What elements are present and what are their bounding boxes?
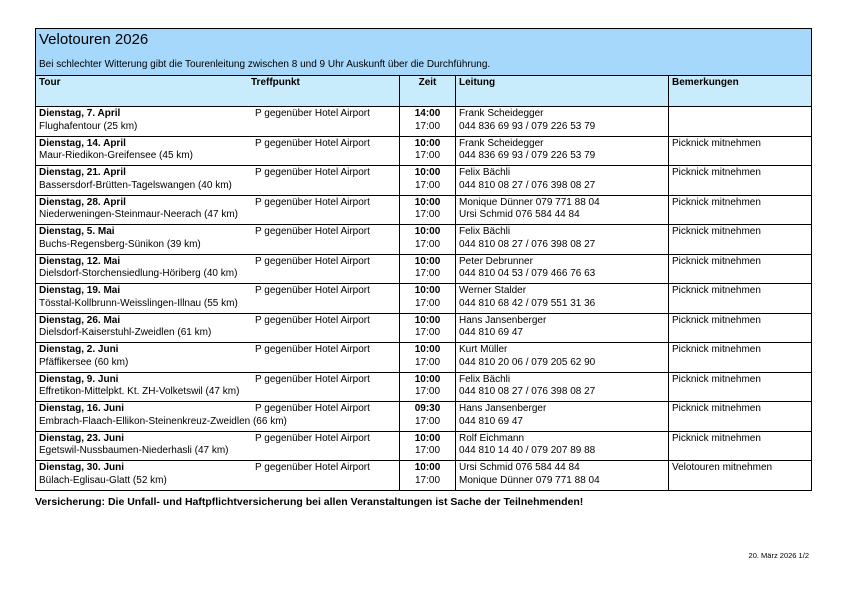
- tour-date: Dienstag, 5. Mai: [39, 226, 115, 237]
- start-time: 09:30: [414, 403, 441, 414]
- leader-cell: [456, 431, 669, 461]
- time-cell: [400, 343, 456, 373]
- tour-route: Maur-Riedikon-Greifensee (45 km): [39, 150, 193, 161]
- leader-cell: [456, 461, 669, 491]
- tour-date: Dienstag, 16. Juni: [39, 403, 125, 414]
- remarks-cell: Picknick mitnehmen: [669, 225, 812, 255]
- tour-cell: [36, 461, 400, 491]
- table-row: [36, 195, 812, 225]
- zeit-header: Zeit: [400, 76, 456, 107]
- remarks-cell: Picknick mitnehmen: [669, 313, 812, 343]
- leader-line-2: 044 810 68 42 / 079 551 31 36: [459, 297, 596, 309]
- start-time: 10:00: [414, 255, 441, 267]
- leader-line-1: Frank Scheidegger: [459, 137, 544, 149]
- remarks-cell: Picknick mitnehmen: [669, 343, 812, 373]
- tour-date: Dienstag, 7. April: [39, 108, 121, 119]
- tour-date: Dienstag, 2. Juni: [39, 344, 119, 355]
- meeting-point: P gegenüber Hotel Airport: [255, 285, 370, 296]
- remarks-cell: Picknick mitnehmen: [669, 402, 812, 432]
- time-cell: [400, 254, 456, 284]
- table-row: [36, 107, 812, 137]
- meeting-point: P gegenüber Hotel Airport: [255, 108, 370, 119]
- start-time: 10:00: [414, 285, 441, 296]
- leader-line-1: Felix Bächli: [459, 167, 511, 178]
- table-row: [36, 431, 812, 461]
- tour-route: Dielsdorf-Storchensiedlung-Höriberg (40 km): [39, 268, 238, 279]
- leader-line-1: Felix Bächli: [459, 226, 511, 237]
- tour-date: Dienstag, 23. Juni: [39, 432, 125, 444]
- leader-line-2: 044 810 20 06 / 079 205 62 90: [459, 356, 596, 368]
- leader-line-2: 044 810 08 27 / 076 398 08 27: [459, 238, 596, 250]
- tour-cell: [36, 107, 400, 137]
- leader-line-2: Monique Dünner 079 771 88 04: [459, 474, 600, 486]
- remarks-cell: Picknick mitnehmen: [669, 195, 812, 225]
- tour-cell: [36, 254, 400, 284]
- tour-cell: [36, 195, 400, 225]
- leader-line-1: Felix Bächli: [459, 373, 511, 385]
- leader-line-2: 044 810 69 47: [459, 415, 523, 427]
- leitung-header: Leitung: [456, 76, 669, 107]
- start-time: 10:00: [414, 196, 441, 208]
- leader-line-1: Kurt Müller: [459, 344, 508, 355]
- tour-cell: [36, 372, 400, 402]
- leader-cell: [456, 136, 669, 166]
- tour-table: [35, 28, 812, 491]
- start-time: 10:00: [414, 344, 441, 355]
- tour-header: [36, 76, 400, 107]
- remarks-cell: Picknick mitnehmen: [669, 372, 812, 402]
- start-time: 10:00: [414, 137, 441, 149]
- remarks-cell: Velotouren mitnehmen: [669, 461, 812, 491]
- meeting-point: P gegenüber Hotel Airport: [255, 196, 370, 208]
- footer-date-page: 20. März 2026 1/2: [748, 551, 809, 560]
- start-time: 10:00: [414, 432, 441, 444]
- tour-route: Embrach-Flaach-Ellikon-Steinenkreuz-Zweidlen (66 km): [39, 415, 287, 427]
- remarks-cell: Picknick mitnehmen: [669, 431, 812, 461]
- leader-line-1: Werner Stalder: [459, 285, 527, 296]
- end-time: 17:00: [414, 415, 441, 427]
- tour-date: Dienstag, 19. Mai: [39, 285, 121, 296]
- tour-route: Bassersdorf-Brütten-Tagelswangen (40 km): [39, 179, 232, 191]
- tour-date: Dienstag, 26. Mai: [39, 314, 121, 326]
- column-header-row: [36, 76, 812, 107]
- time-cell: [400, 136, 456, 166]
- leader-cell: [456, 254, 669, 284]
- tour-cell: [36, 313, 400, 343]
- tour-route: Niederweningen-Steinmaur-Neerach (47 km): [39, 209, 238, 220]
- leader-line-2: 044 810 69 47: [459, 327, 523, 338]
- tour-route: Dielsdorf-Kaiserstuhl-Zweidlen (61 km): [39, 327, 212, 338]
- leader-line-2: 044 810 04 53 / 079 466 76 63: [459, 268, 596, 279]
- weather-notice: Bei schlechter Witterung gibt die Tourenleitung zwischen 8 und 9 Uhr Auskunft über die Durchführung.: [39, 59, 491, 70]
- tour-cell: [36, 284, 400, 314]
- tour-route: Flughafentour (25 km): [39, 120, 138, 132]
- tour-header-label: Tour: [39, 77, 61, 88]
- tour-date: Dienstag, 30. Juni: [39, 462, 125, 473]
- tour-cell: [36, 166, 400, 196]
- tour-date: Dienstag, 12. Mai: [39, 255, 121, 267]
- tour-route: Bülach-Eglisau-Glatt (52 km): [39, 474, 167, 486]
- table-row: [36, 284, 812, 314]
- tour-route: Pfäffikersee (60 km): [39, 356, 129, 368]
- table-row: [36, 461, 812, 491]
- tour-route: Buchs-Regensberg-Sünikon (39 km): [39, 238, 201, 250]
- start-time: 14:00: [414, 108, 441, 119]
- leader-cell: [456, 107, 669, 137]
- leader-line-2: 044 836 69 93 / 079 226 53 79: [459, 120, 596, 132]
- table-row: [36, 136, 812, 166]
- end-time: 17:00: [414, 209, 441, 220]
- leader-cell: [456, 402, 669, 432]
- end-time: 17:00: [414, 474, 441, 486]
- time-cell: [400, 313, 456, 343]
- time-cell: [400, 402, 456, 432]
- time-cell: [400, 107, 456, 137]
- page-title: Velotouren 2026: [39, 31, 149, 48]
- leader-line-1: Monique Dünner 079 771 88 04: [459, 196, 600, 208]
- meeting-point: P gegenüber Hotel Airport: [255, 226, 370, 237]
- leader-line-1: Frank Scheidegger: [459, 108, 544, 119]
- leader-line-1: Hans Jansenberger: [459, 403, 547, 414]
- meeting-point: P gegenüber Hotel Airport: [255, 373, 370, 385]
- start-time: 10:00: [414, 314, 441, 326]
- time-cell: [400, 195, 456, 225]
- start-time: 10:00: [414, 167, 441, 178]
- start-time: 10:00: [414, 462, 441, 473]
- tour-route: Effretikon-Mittelpkt. Kt. ZH-Volketswil (47 km): [39, 386, 240, 397]
- time-cell: [400, 284, 456, 314]
- tour-date: Dienstag, 14. April: [39, 137, 126, 149]
- remarks-cell: Picknick mitnehmen: [669, 284, 812, 314]
- meeting-point: P gegenüber Hotel Airport: [255, 255, 370, 267]
- leader-cell: [456, 313, 669, 343]
- bemerkungen-header: Bemerkungen: [669, 76, 812, 107]
- meeting-point: P gegenüber Hotel Airport: [255, 137, 370, 149]
- tour-date: Dienstag, 21. April: [39, 167, 126, 178]
- leader-line-1: Peter Debrunner: [459, 255, 533, 267]
- tour-date: Dienstag, 28. April: [39, 196, 126, 208]
- meeting-point: P gegenüber Hotel Airport: [255, 314, 370, 326]
- end-time: 17:00: [414, 238, 441, 250]
- time-cell: [400, 461, 456, 491]
- time-cell: [400, 372, 456, 402]
- table-row: [36, 372, 812, 402]
- end-time: 17:00: [414, 356, 441, 368]
- tour-date: Dienstag, 9. Juni: [39, 373, 119, 385]
- time-cell: [400, 166, 456, 196]
- tour-cell: [36, 343, 400, 373]
- end-time: 17:00: [414, 150, 441, 161]
- start-time: 10:00: [414, 226, 441, 237]
- tour-schedule-sheet: [35, 28, 811, 491]
- end-time: 17:00: [414, 179, 441, 191]
- tour-cell: [36, 402, 400, 432]
- leader-line-1: Ursi Schmid 076 584 44 84: [459, 462, 580, 473]
- leader-line-1: Rolf Eichmann: [459, 432, 525, 444]
- meeting-point: P gegenüber Hotel Airport: [255, 432, 370, 444]
- leader-cell: [456, 372, 669, 402]
- leader-cell: [456, 166, 669, 196]
- leader-line-2: 044 810 08 27 / 076 398 08 27: [459, 386, 596, 397]
- meeting-point: P gegenüber Hotel Airport: [255, 462, 370, 473]
- title-banner: [36, 29, 812, 76]
- time-cell: [400, 431, 456, 461]
- end-time: 17:00: [414, 268, 441, 279]
- start-time: 10:00: [414, 373, 441, 385]
- table-row: [36, 313, 812, 343]
- tour-cell: [36, 136, 400, 166]
- end-time: 17:00: [414, 445, 441, 456]
- tour-route: Tösstal-Kollbrunn-Weisslingen-Illnau (55 km): [39, 297, 238, 309]
- leader-line-2: 044 810 14 40 / 079 207 89 88: [459, 445, 596, 456]
- remarks-cell: [669, 107, 812, 137]
- leader-line-2: Ursi Schmid 076 584 44 84: [459, 209, 580, 220]
- remarks-cell: Picknick mitnehmen: [669, 136, 812, 166]
- tour-cell: [36, 225, 400, 255]
- meeting-point: P gegenüber Hotel Airport: [255, 344, 370, 355]
- tour-route: Egetswil-Nussbaumen-Niederhasli (47 km): [39, 445, 229, 456]
- leader-line-2: 044 810 08 27 / 076 398 08 27: [459, 179, 596, 191]
- table-row: [36, 402, 812, 432]
- leader-cell: [456, 343, 669, 373]
- table-row: [36, 343, 812, 373]
- table-row: [36, 225, 812, 255]
- meeting-point: P gegenüber Hotel Airport: [255, 167, 370, 178]
- table-row: [36, 166, 812, 196]
- end-time: 17:00: [414, 120, 441, 132]
- leader-cell: [456, 284, 669, 314]
- leader-line-2: 044 836 69 93 / 079 226 53 79: [459, 150, 596, 161]
- end-time: 17:00: [414, 386, 441, 397]
- insurance-note: Versicherung: Die Unfall- und Haftpflichtversicherung bei allen Veranstaltungen ist Sache der Teilnehmenden!: [35, 496, 584, 508]
- end-time: 17:00: [414, 297, 441, 309]
- leader-line-1: Hans Jansenberger: [459, 314, 547, 326]
- end-time: 17:00: [414, 327, 441, 338]
- leader-cell: [456, 225, 669, 255]
- treffpunkt-header-label: Treffpunkt: [251, 77, 300, 88]
- time-cell: [400, 225, 456, 255]
- tour-cell: [36, 431, 400, 461]
- remarks-cell: Picknick mitnehmen: [669, 254, 812, 284]
- leader-cell: [456, 195, 669, 225]
- table-row: [36, 254, 812, 284]
- remarks-cell: Picknick mitnehmen: [669, 166, 812, 196]
- meeting-point: P gegenüber Hotel Airport: [255, 403, 370, 414]
